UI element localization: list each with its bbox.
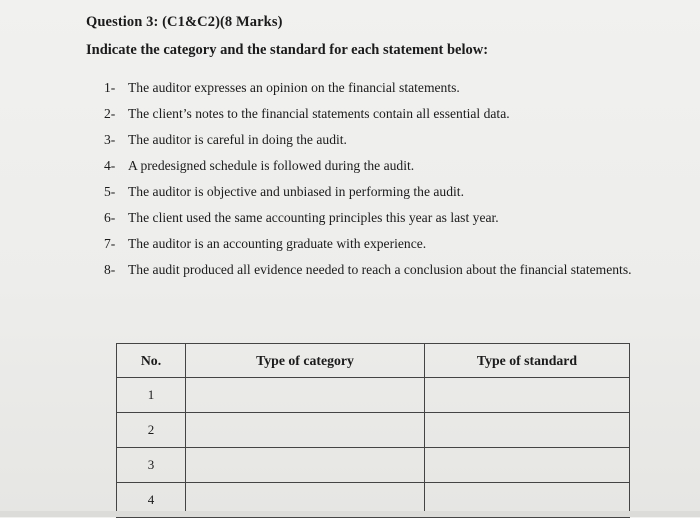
table-header-row [117,344,630,378]
statement-item [104,131,664,157]
statement-item [104,209,664,235]
statement-number: 1- [104,80,116,95]
statement-text: A predesigned schedule is followed during the audit. [128,158,415,173]
statement-text: The client’s notes to the financial statements contain all essential data. [128,106,510,121]
category-cell[interactable] [186,378,425,413]
statement-text: The auditor is an accounting graduate with experience. [128,236,427,251]
table-row [117,448,630,483]
page-bottom-edge [0,511,700,517]
statement-text: The auditor is careful in doing the audit. [128,132,347,147]
answer-table [116,343,630,518]
column-header-category: Type of category [186,344,425,378]
row-number-cell: 4 [117,483,186,518]
category-cell[interactable] [186,413,425,448]
statement-number: 5- [104,184,116,199]
question-instruction: Indicate the category and the standard for each statement below: [86,42,489,58]
standard-cell[interactable] [425,413,630,448]
row-number-cell: 1 [117,378,186,413]
statement-number: 8- [104,262,116,277]
statement-text: The auditor is objective and unbiased in performing the audit. [128,184,464,199]
statement-text: The audit produced all evidence needed to reach a conclusion about the financial statements. [128,262,632,277]
standard-cell[interactable] [425,448,630,483]
statement-text: The client used the same accounting principles this year as last year. [128,210,499,225]
question-title: Question 3: (C1&C2)(8 Marks) [86,14,283,30]
statement-item [104,157,664,183]
statement-item [104,105,664,131]
column-header-no: No. [117,344,186,378]
statement-number: 7- [104,236,116,251]
statement-item [104,79,664,105]
statement-item [104,183,664,209]
table-row [117,413,630,448]
statement-number: 4- [104,158,116,173]
statement-list [104,79,664,309]
statement-text: The auditor expresses an opinion on the financial statements. [128,80,460,95]
column-header-standard: Type of standard [425,344,630,378]
category-cell[interactable] [186,448,425,483]
statement-number: 6- [104,210,116,225]
row-number-cell: 3 [117,448,186,483]
statement-number: 2- [104,106,116,121]
statement-item [104,261,664,309]
standard-cell[interactable] [425,378,630,413]
statement-number: 3- [104,132,116,147]
table-row [117,378,630,413]
row-number-cell: 2 [117,413,186,448]
